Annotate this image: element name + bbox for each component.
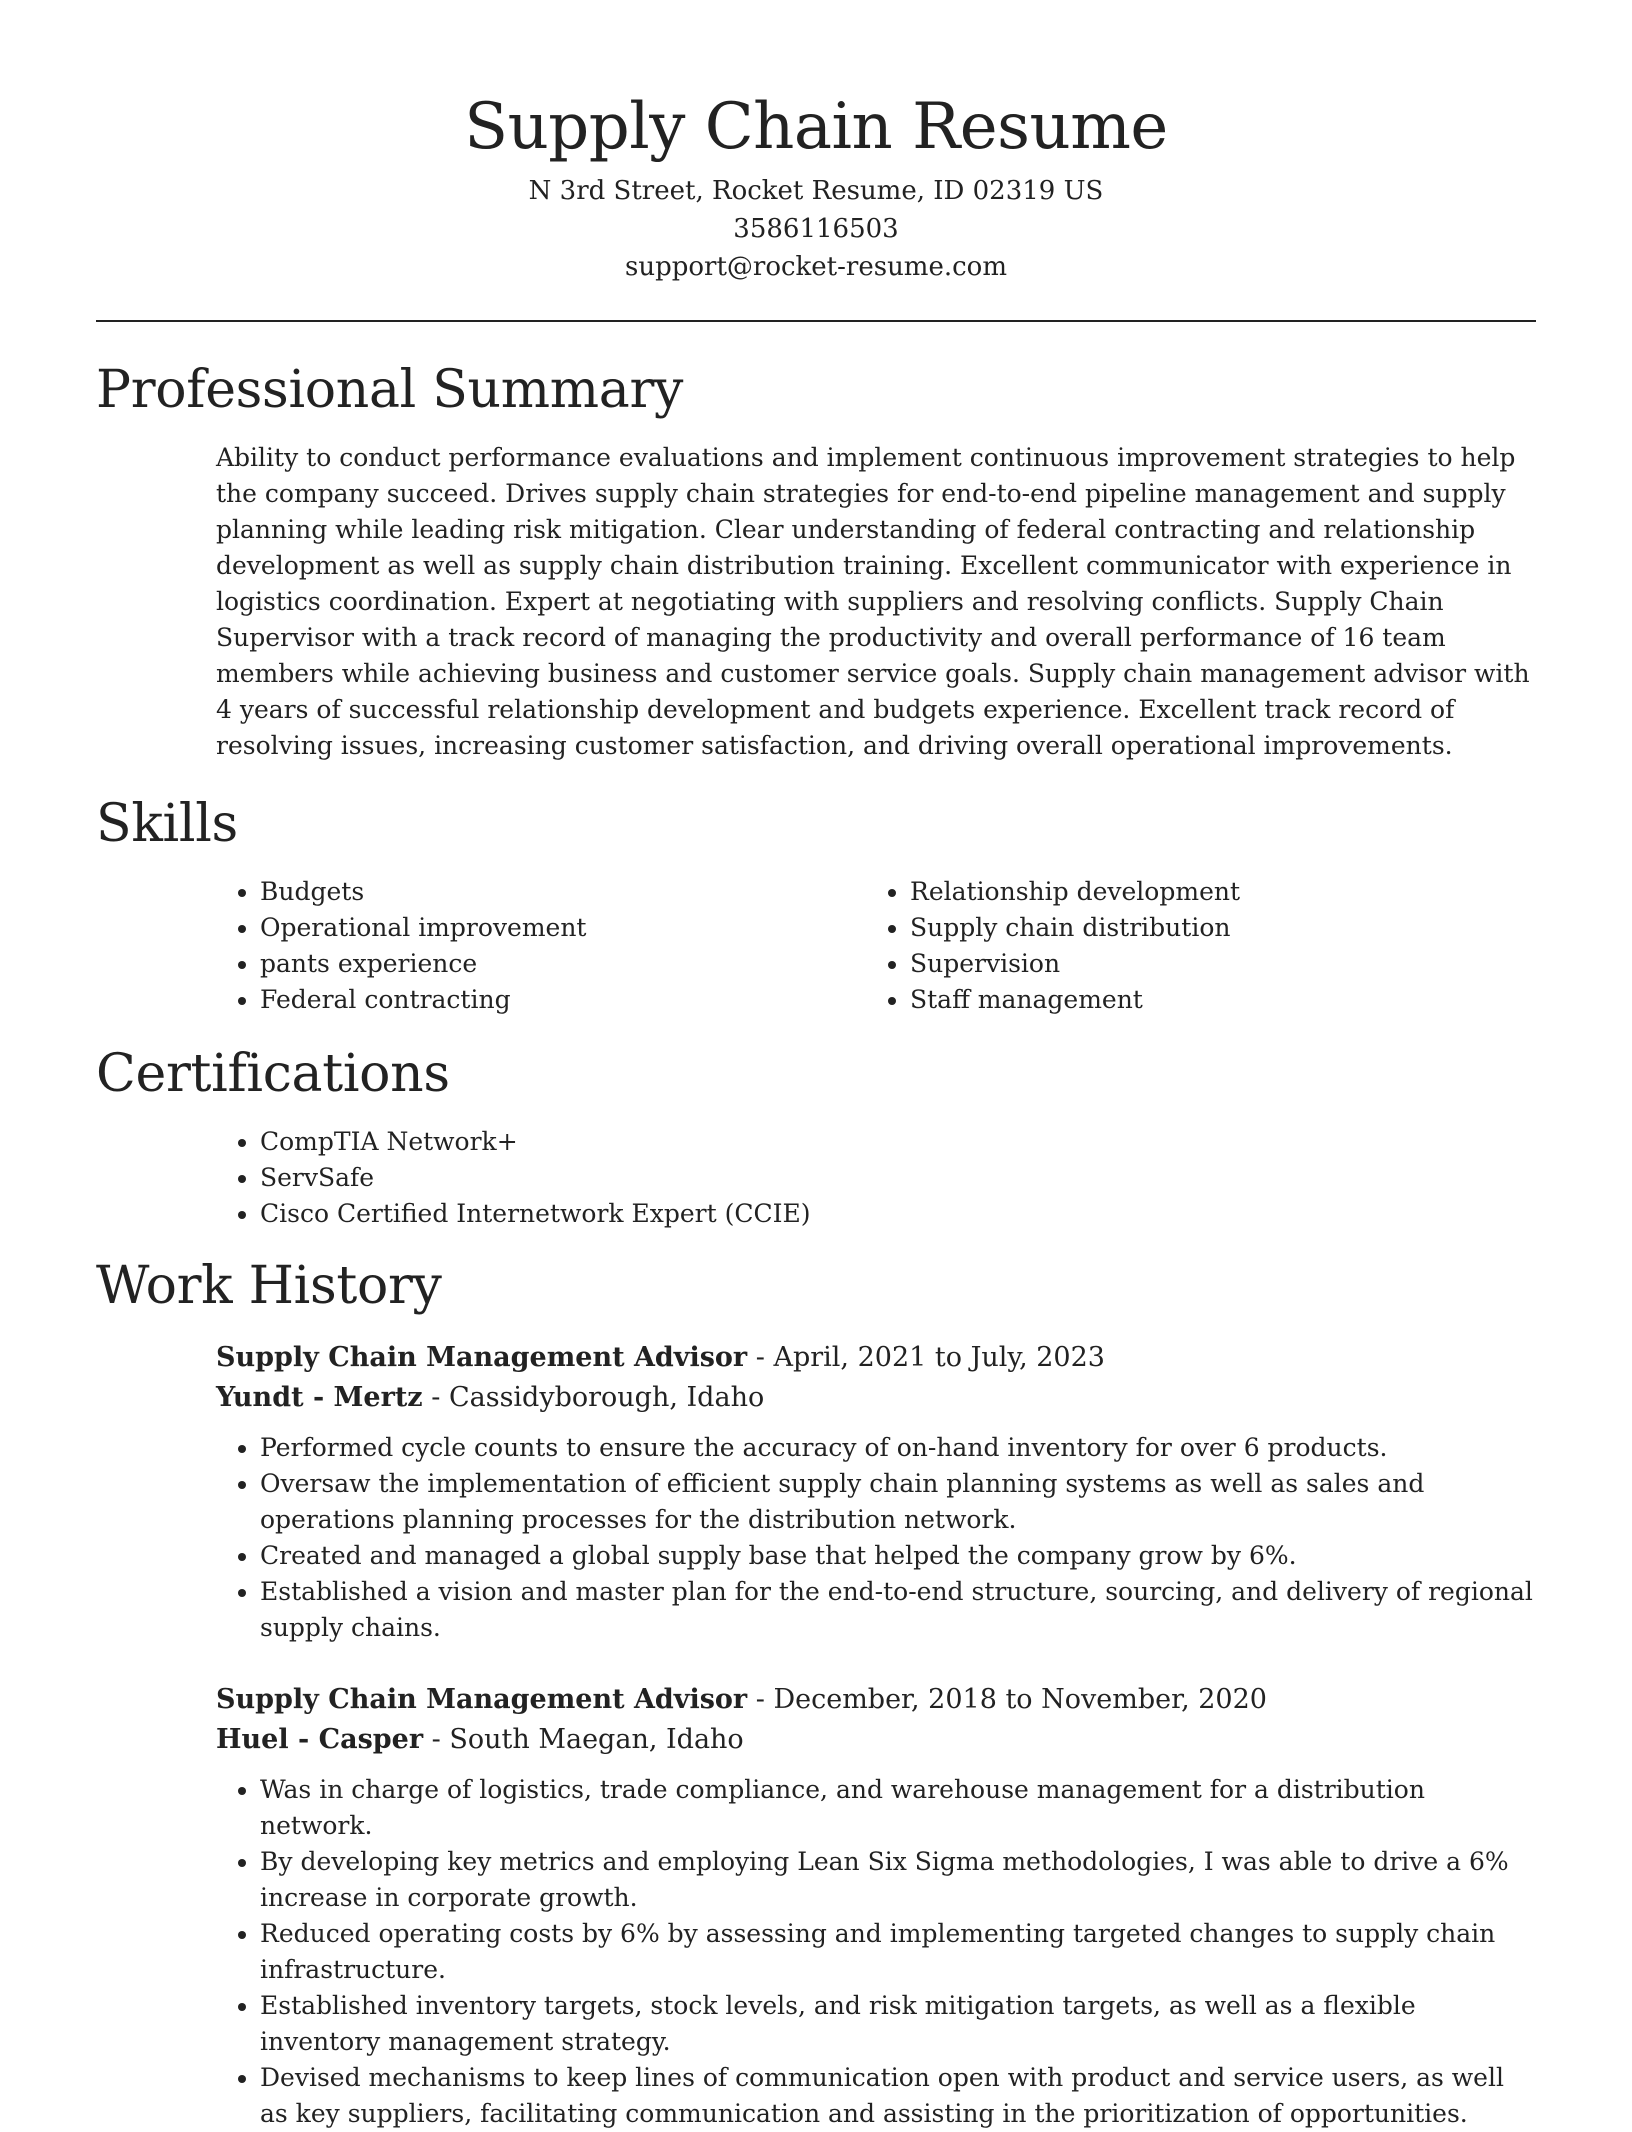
- skills-column-left: [216, 874, 866, 1018]
- job-entry: [216, 1338, 1536, 1646]
- skill-item: • pants experience: [260, 946, 866, 982]
- contact-phone: 3586116503: [733, 214, 899, 244]
- resume-page: [96, 0, 1536, 2132]
- skill-item: • Federal contracting: [260, 982, 866, 1018]
- job-bullets: [216, 1772, 1536, 2132]
- job-title: Supply Chain Management Advisor: [216, 1684, 748, 1715]
- certifications-block: [216, 1124, 1536, 1232]
- certifications-heading: Certifications: [96, 1044, 450, 1104]
- skill-item: • Relationship development: [910, 874, 1516, 910]
- skills-heading: Skills: [96, 794, 238, 854]
- job-bullet: • By developing key metrics and employing Lean Six Sigma methodologies, I was able to drive a 6% increase in corporate growth.: [260, 1844, 1536, 1916]
- summary-text: Ability to conduct performance evaluations and implement continuous improvement strategies to help the company succeed. Drives supply chain strategies for end-to-end pipeline management and supply planning while leading risk mitigation. Clear understanding of federal contracting and relationship development as well as supply chain distribution training. Excellent communicator with experience in logistics coordination. Expert at negotiating with suppliers and resolving conflicts. Supply Chain Supervisor with a track record of managing the productivity and overall performance of 16 team members while achieving business and customer service goals. Supply chain management advisor with 4 years of successful relationship development and budgets experience. Excellent track record of resolving issues, increasing customer satisfaction, and driving overall operational improvements.: [216, 443, 1530, 760]
- job-title-line: [216, 1338, 1536, 1378]
- job-separator: -: [431, 1382, 449, 1413]
- job-location: Cassidyborough, Idaho: [448, 1382, 765, 1413]
- job-separator: -: [755, 1684, 774, 1715]
- job-company-line: [216, 1378, 1536, 1418]
- certification-item: • Cisco Certified Internetwork Expert (CCIE): [260, 1196, 1536, 1232]
- contact-address: N 3rd Street, Rocket Resume, ID 02319 US: [528, 176, 1104, 206]
- skills-list-right: [866, 874, 1516, 1018]
- job-title: Supply Chain Management Advisor: [216, 1342, 748, 1373]
- skills-grid: [216, 874, 1536, 1018]
- summary-heading: Professional Summary: [96, 360, 684, 420]
- header-divider: [96, 320, 1536, 322]
- skills-column-right: [866, 874, 1516, 1018]
- certifications-list: [216, 1124, 1536, 1232]
- skill-item: • Budgets: [260, 874, 866, 910]
- job-bullet: • Was in charge of logistics, trade compliance, and warehouse management for a distribution network.: [260, 1772, 1536, 1844]
- job-bullet: • Established inventory targets, stock levels, and risk mitigation targets, as well as a flexible inventory management strategy.: [260, 1988, 1536, 2060]
- job-bullet: • Performed cycle counts to ensure the accuracy of on-hand inventory for over 6 products.: [260, 1430, 1536, 1466]
- job-separator: -: [431, 1724, 450, 1755]
- contact-email: support@rocket-resume.com: [624, 252, 1007, 282]
- skill-item: • Supply chain distribution: [910, 910, 1516, 946]
- job-bullet: • Reduced operating costs by 6% by assessing and implementing targeted changes to supply chain infrastructure.: [260, 1916, 1536, 1988]
- job-entry: [216, 1680, 1536, 2132]
- contact-block: [96, 172, 1536, 286]
- job-bullets: [216, 1430, 1536, 1646]
- job-bullet: • Devised mechanisms to keep lines of communication open with product and service users, as well as key suppliers, facilitating communication and assisting in the prioritization of opportunities.: [260, 2060, 1536, 2132]
- job-location: South Maegan, Idaho: [449, 1724, 744, 1755]
- skill-item: • Supervision: [910, 946, 1516, 982]
- work-history-heading: Work History: [96, 1256, 442, 1316]
- skills-list-left: [216, 874, 866, 1018]
- certification-item: • CompTIA Network+: [260, 1124, 1536, 1160]
- job-dates: December, 2018 to November, 2020: [773, 1684, 1267, 1715]
- skill-item: • Staff management: [910, 982, 1516, 1018]
- job-bullet: • Created and managed a global supply base that helped the company grow by 6%.: [260, 1538, 1536, 1574]
- job-bullet: • Oversaw the implementation of efficient supply chain planning systems as well as sales and operations planning processes for the distribution network.: [260, 1466, 1536, 1538]
- skill-item: • Operational improvement: [260, 910, 866, 946]
- job-title-line: [216, 1680, 1536, 1720]
- certification-item: • ServSafe: [260, 1160, 1536, 1196]
- job-company: Huel - Casper: [216, 1724, 424, 1755]
- job-separator: -: [755, 1342, 774, 1373]
- job-dates: April, 2021 to July, 2023: [773, 1342, 1105, 1373]
- resume-title: Supply Chain Resume: [464, 90, 1168, 164]
- job-company: Yundt - Mertz: [216, 1382, 423, 1413]
- job-bullet: • Established a vision and master plan for the end-to-end structure, sourcing, and delivery of regional supply chains.: [260, 1574, 1536, 1646]
- job-company-line: [216, 1720, 1536, 1760]
